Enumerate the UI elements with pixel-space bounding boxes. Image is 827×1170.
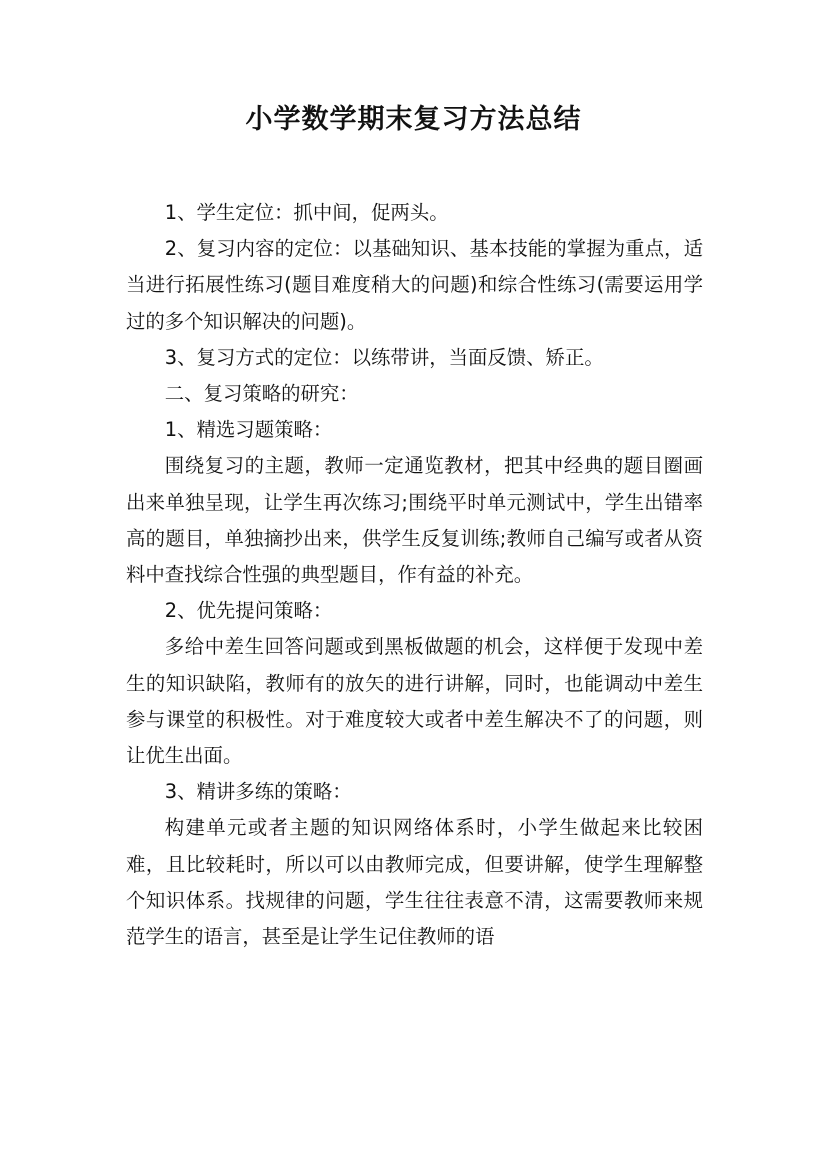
document-title: 小学数学期末复习方法总结 — [245, 104, 582, 135]
paragraph-review-content: 2、复习内容的定位：以基础知识、基本技能的掌握为重点，适当进行拓展性练习(题目难度稍大的问题)和综合性练习(需要运用学过的多个知识解决的问题)。 — [126, 237, 703, 333]
paragraph-review-method: 3、复习方式的定位：以练带讲，当面反馈、矫正。 — [164, 345, 604, 369]
subheading-practice-strategy: 3、精讲多练的策略： — [164, 780, 352, 804]
paragraph-student-positioning: 1、学生定位：抓中间，促两头。 — [164, 201, 449, 224]
paragraph-priority-questioning: 多给中差生回答问题或到黑板做题的机会，这样便于发现中差生的知识缺陷，教师有的放矢的进行讲解，同时，也能调动中差生参与课堂的积极性。对于难度较大或者中差生解决不了的问题，则让优生出面。 — [126, 635, 703, 768]
subheading-exercise-selection: 1、精选习题策略： — [164, 418, 333, 442]
subheading-priority-questioning: 2、优先提问策略： — [164, 599, 333, 623]
paragraph-practice-strategy: 构建单元或者主题的知识网络体系时，小学生做起来比较困难，且比较耗时，所以可以由教师完成，但要讲解，使学生理解整个知识体系。找规律的问题，学生往往表意不清，这需要教师来规范学生的语言，甚至是让学生记住教师的语 — [126, 816, 703, 949]
document-body — [126, 195, 703, 955]
section-heading-review-strategy: 二、复习策略的研究： — [164, 382, 359, 406]
paragraph-exercise-selection: 围绕复习的主题，教师一定通览教材，把其中经典的题目圈画出来单独呈现，让学生再次练习;围绕平时单元测试中，学生出错率高的题目，单独摘抄出来，供学生反复训练;教师自己编写或者从资料中查找综合性强的典型题目，作有益的补充。 — [126, 454, 703, 587]
